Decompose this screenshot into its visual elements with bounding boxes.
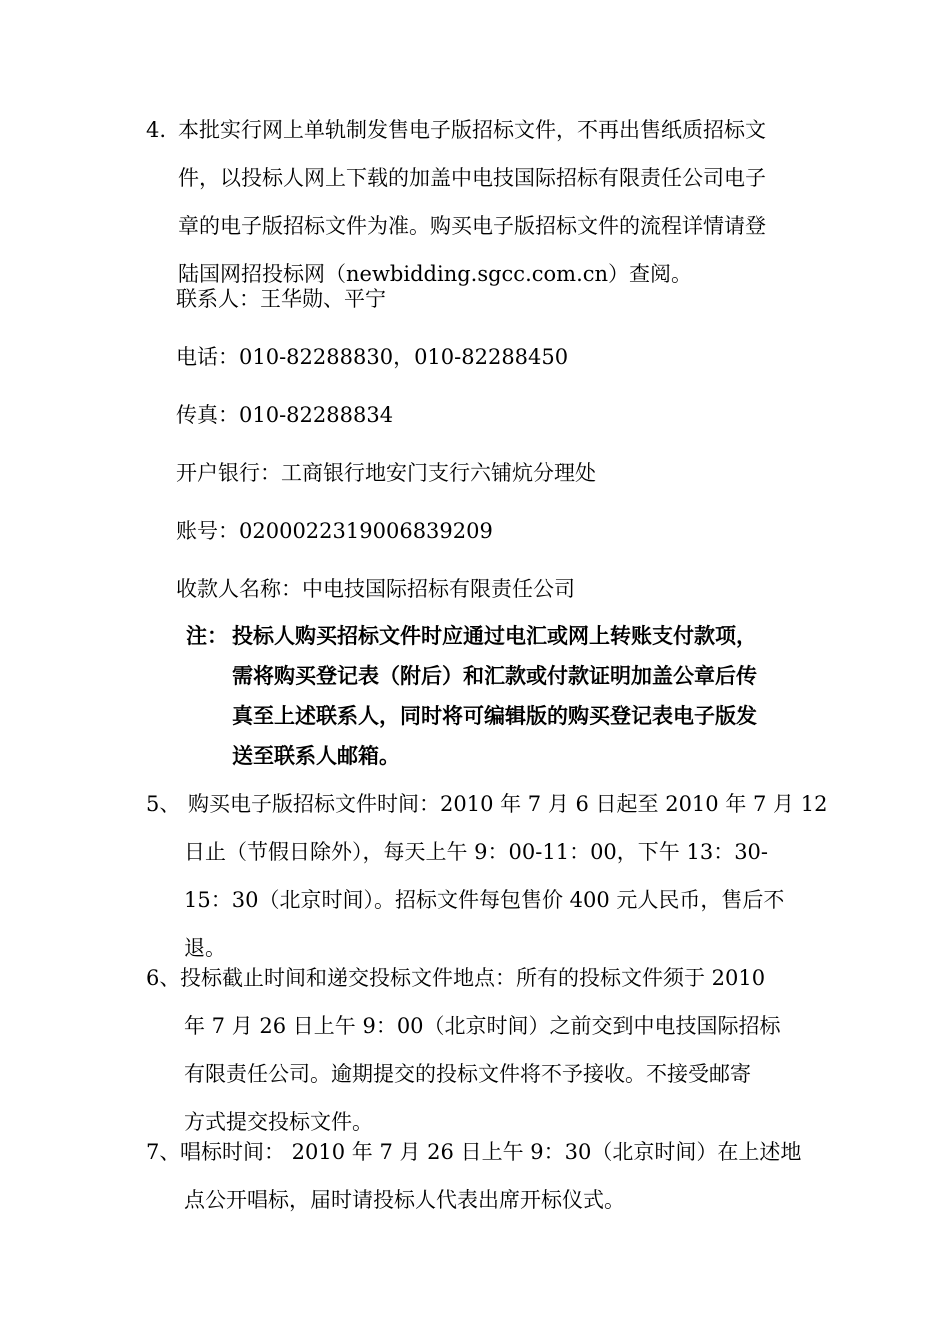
contact-phone: 电话：010-82288830，010-82288450 [176, 345, 569, 369]
item-5-line-3: 15：30（北京时间）。招标文件每包售价 400 元人民币，售后不 [184, 888, 785, 912]
bank-name: 开户银行：工商银行地安门支行六铺炕分理处 [176, 461, 596, 485]
item-6-line-2: 年 7 月 26 日上午 9：00（北京时间）之前交到中电技国际招标 [184, 1014, 781, 1038]
item-4-number: 4. [146, 118, 167, 142]
item-4-line-4: 陆国网招投标网（newbidding.sgcc.com.cn）查阅。 [178, 262, 693, 286]
item-7-line-1: 唱标时间： 2010 年 7 月 26 日上午 9：30（北京时间）在上述地 [180, 1140, 802, 1164]
bank-account: 账号：0200022319006839209 [176, 519, 493, 543]
item-7-line-2: 点公开唱标，届时请投标人代表出席开标仪式。 [184, 1188, 625, 1212]
item-5-line-1: 购买电子版招标文件时间：2010 年 7 月 6 日起至 2010 年 7 月 12 [188, 792, 828, 816]
item-4-line-3: 章的电子版招标文件为准。购买电子版招标文件的流程详情请登 [178, 214, 766, 238]
item-6-line-4: 方式提交投标文件。 [184, 1110, 373, 1134]
note-line-2: 需将购买登记表（附后）和汇款或付款证明加盖公章后传 [232, 664, 757, 688]
item-6-number: 6、 [146, 966, 181, 990]
payee-name: 收款人名称：中电技国际招标有限责任公司 [176, 577, 575, 601]
item-6-line-1: 投标截止时间和递交投标文件地点：所有的投标文件须于 2010 [180, 966, 766, 990]
note-line-4: 送至联系人邮箱。 [232, 744, 400, 768]
item-7-number: 7、 [146, 1140, 181, 1164]
item-4-line-1: 本批实行网上单轨制发售电子版招标文件，不再出售纸质招标文 [178, 118, 766, 142]
item-5-number: 5、 [146, 792, 181, 816]
item-4-line-2: 件，以投标人网上下载的加盖中电技国际招标有限责任公司电子 [178, 166, 766, 190]
contact-person: 联系人：王华勋、平宁 [176, 287, 386, 311]
note-line-1: 投标人购买招标文件时应通过电汇或网上转账支付款项， [232, 624, 757, 648]
item-5-line-4: 退。 [184, 936, 226, 960]
note-line-3: 真至上述联系人，同时将可编辑版的购买登记表电子版发 [232, 704, 757, 728]
item-6-line-3: 有限责任公司。逾期提交的投标文件将不予接收。不接受邮寄 [184, 1062, 751, 1086]
item-5-line-2: 日止（节假日除外），每天上午 9：00-11：00，下午 13：30- [184, 840, 769, 864]
note-label: 注： [186, 624, 228, 648]
contact-fax: 传真：010-82288834 [176, 403, 394, 427]
